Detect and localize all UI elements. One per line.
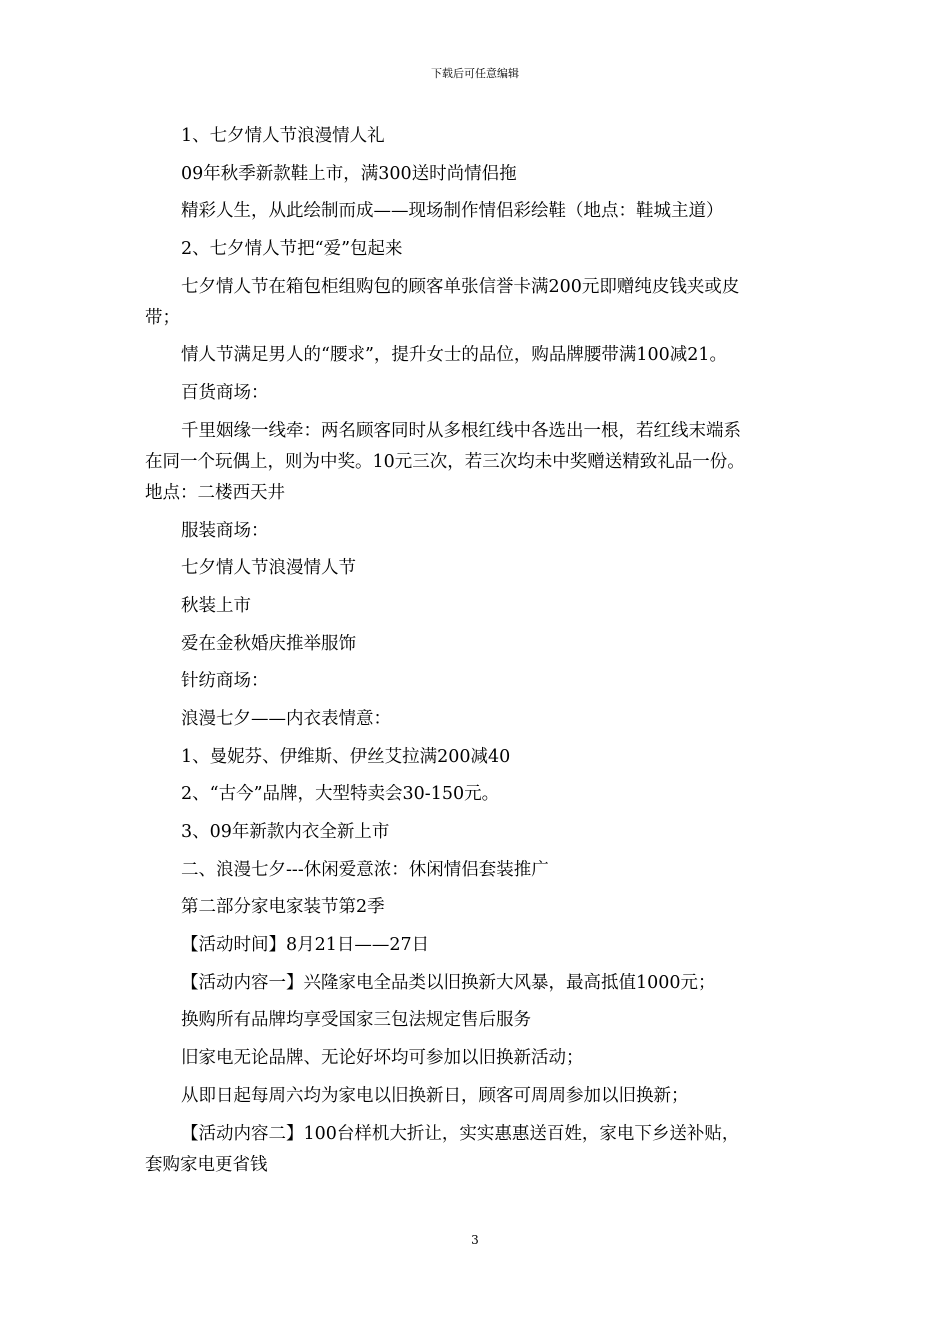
paragraph-continuation-line: 套购家电更省钱 — [145, 1154, 268, 1175]
paragraph-line: 服装商场： — [181, 520, 269, 541]
paragraph-line: 旧家电无论品牌、无论好坏均可参加以旧换新活动； — [181, 1048, 584, 1069]
paragraph-line: 七夕情人节浪漫情人节 — [181, 558, 356, 579]
paragraph-line: 【活动内容一】兴隆家电全品类以旧换新大风暴，最高抵值1000元； — [181, 972, 716, 993]
paragraph-line: 爱在金秋婚庆推举服饰 — [181, 633, 356, 654]
paragraph-line: 百货商场： — [181, 383, 269, 404]
paragraph-line: 换购所有品牌均享受国家三包法规定售后服务 — [181, 1010, 531, 1031]
paragraph-line: 精彩人生，从此绘制而成——现场制作情侣彩绘鞋（地点：鞋城主道） — [181, 201, 724, 222]
paragraph-line: 从即日起每周六均为家电以旧换新日，顾客可周周参加以旧换新； — [181, 1085, 689, 1106]
paragraph-line: 2、“古今”品牌，大型特卖会30-150元。 — [181, 784, 500, 805]
paragraph-continuation-line: 在同一个玩偶上，则为中奖。10元三次，若三次均未中奖赠送精致礼品一份。 — [145, 451, 745, 472]
paragraph-line: 秋装上市 — [181, 595, 251, 616]
page-number: 3 — [471, 1233, 479, 1247]
paragraph-line: 2、七夕情人节把“爱”包起来 — [181, 239, 403, 260]
paragraph-line: 【活动时间】8月21日——27日 — [181, 935, 430, 956]
paragraph-continuation-line: 带； — [145, 307, 180, 328]
paragraph-line: 七夕情人节在箱包柜组购包的顾客单张信誉卡满200元即赠纯皮钱夹或皮 — [181, 276, 740, 297]
paragraph-line: 1、七夕情人节浪漫情人礼 — [181, 126, 385, 146]
paragraph-line: 【活动内容二】100台样机大折让，实实惠惠送百姓，家电下乡送补贴， — [181, 1123, 740, 1144]
paragraph-line: 二、浪漫七夕---休闲爱意浓：休闲情侣套装推广 — [181, 859, 549, 880]
document-body — [145, 124, 813, 1190]
paragraph-line: 千里姻缘一线牵：两名顾客同时从多根红线中各选出一根，若红线末端系 — [181, 420, 741, 441]
paragraph-line: 浪漫七夕——内衣表情意： — [181, 708, 391, 729]
paragraph-line: 09年秋季新款鞋上市，满300送时尚情侣拖 — [181, 163, 517, 184]
paragraph-continuation-line: 地点：二楼西天井 — [145, 482, 285, 503]
paragraph-line: 1、曼妮芬、伊维斯、伊丝艾拉满200减40 — [181, 746, 511, 767]
page-header: 下载后可任意编辑 — [431, 67, 519, 80]
paragraph-line: 3、09年新款内衣全新上市 — [181, 822, 390, 842]
paragraph-line: 情人节满足男人的“腰求”，提升女士的品位，购品牌腰带满100减21。 — [181, 345, 728, 366]
paragraph-line: 第二部分家电家装节第2季 — [181, 897, 385, 918]
paragraph-line: 针纺商场： — [181, 671, 269, 692]
